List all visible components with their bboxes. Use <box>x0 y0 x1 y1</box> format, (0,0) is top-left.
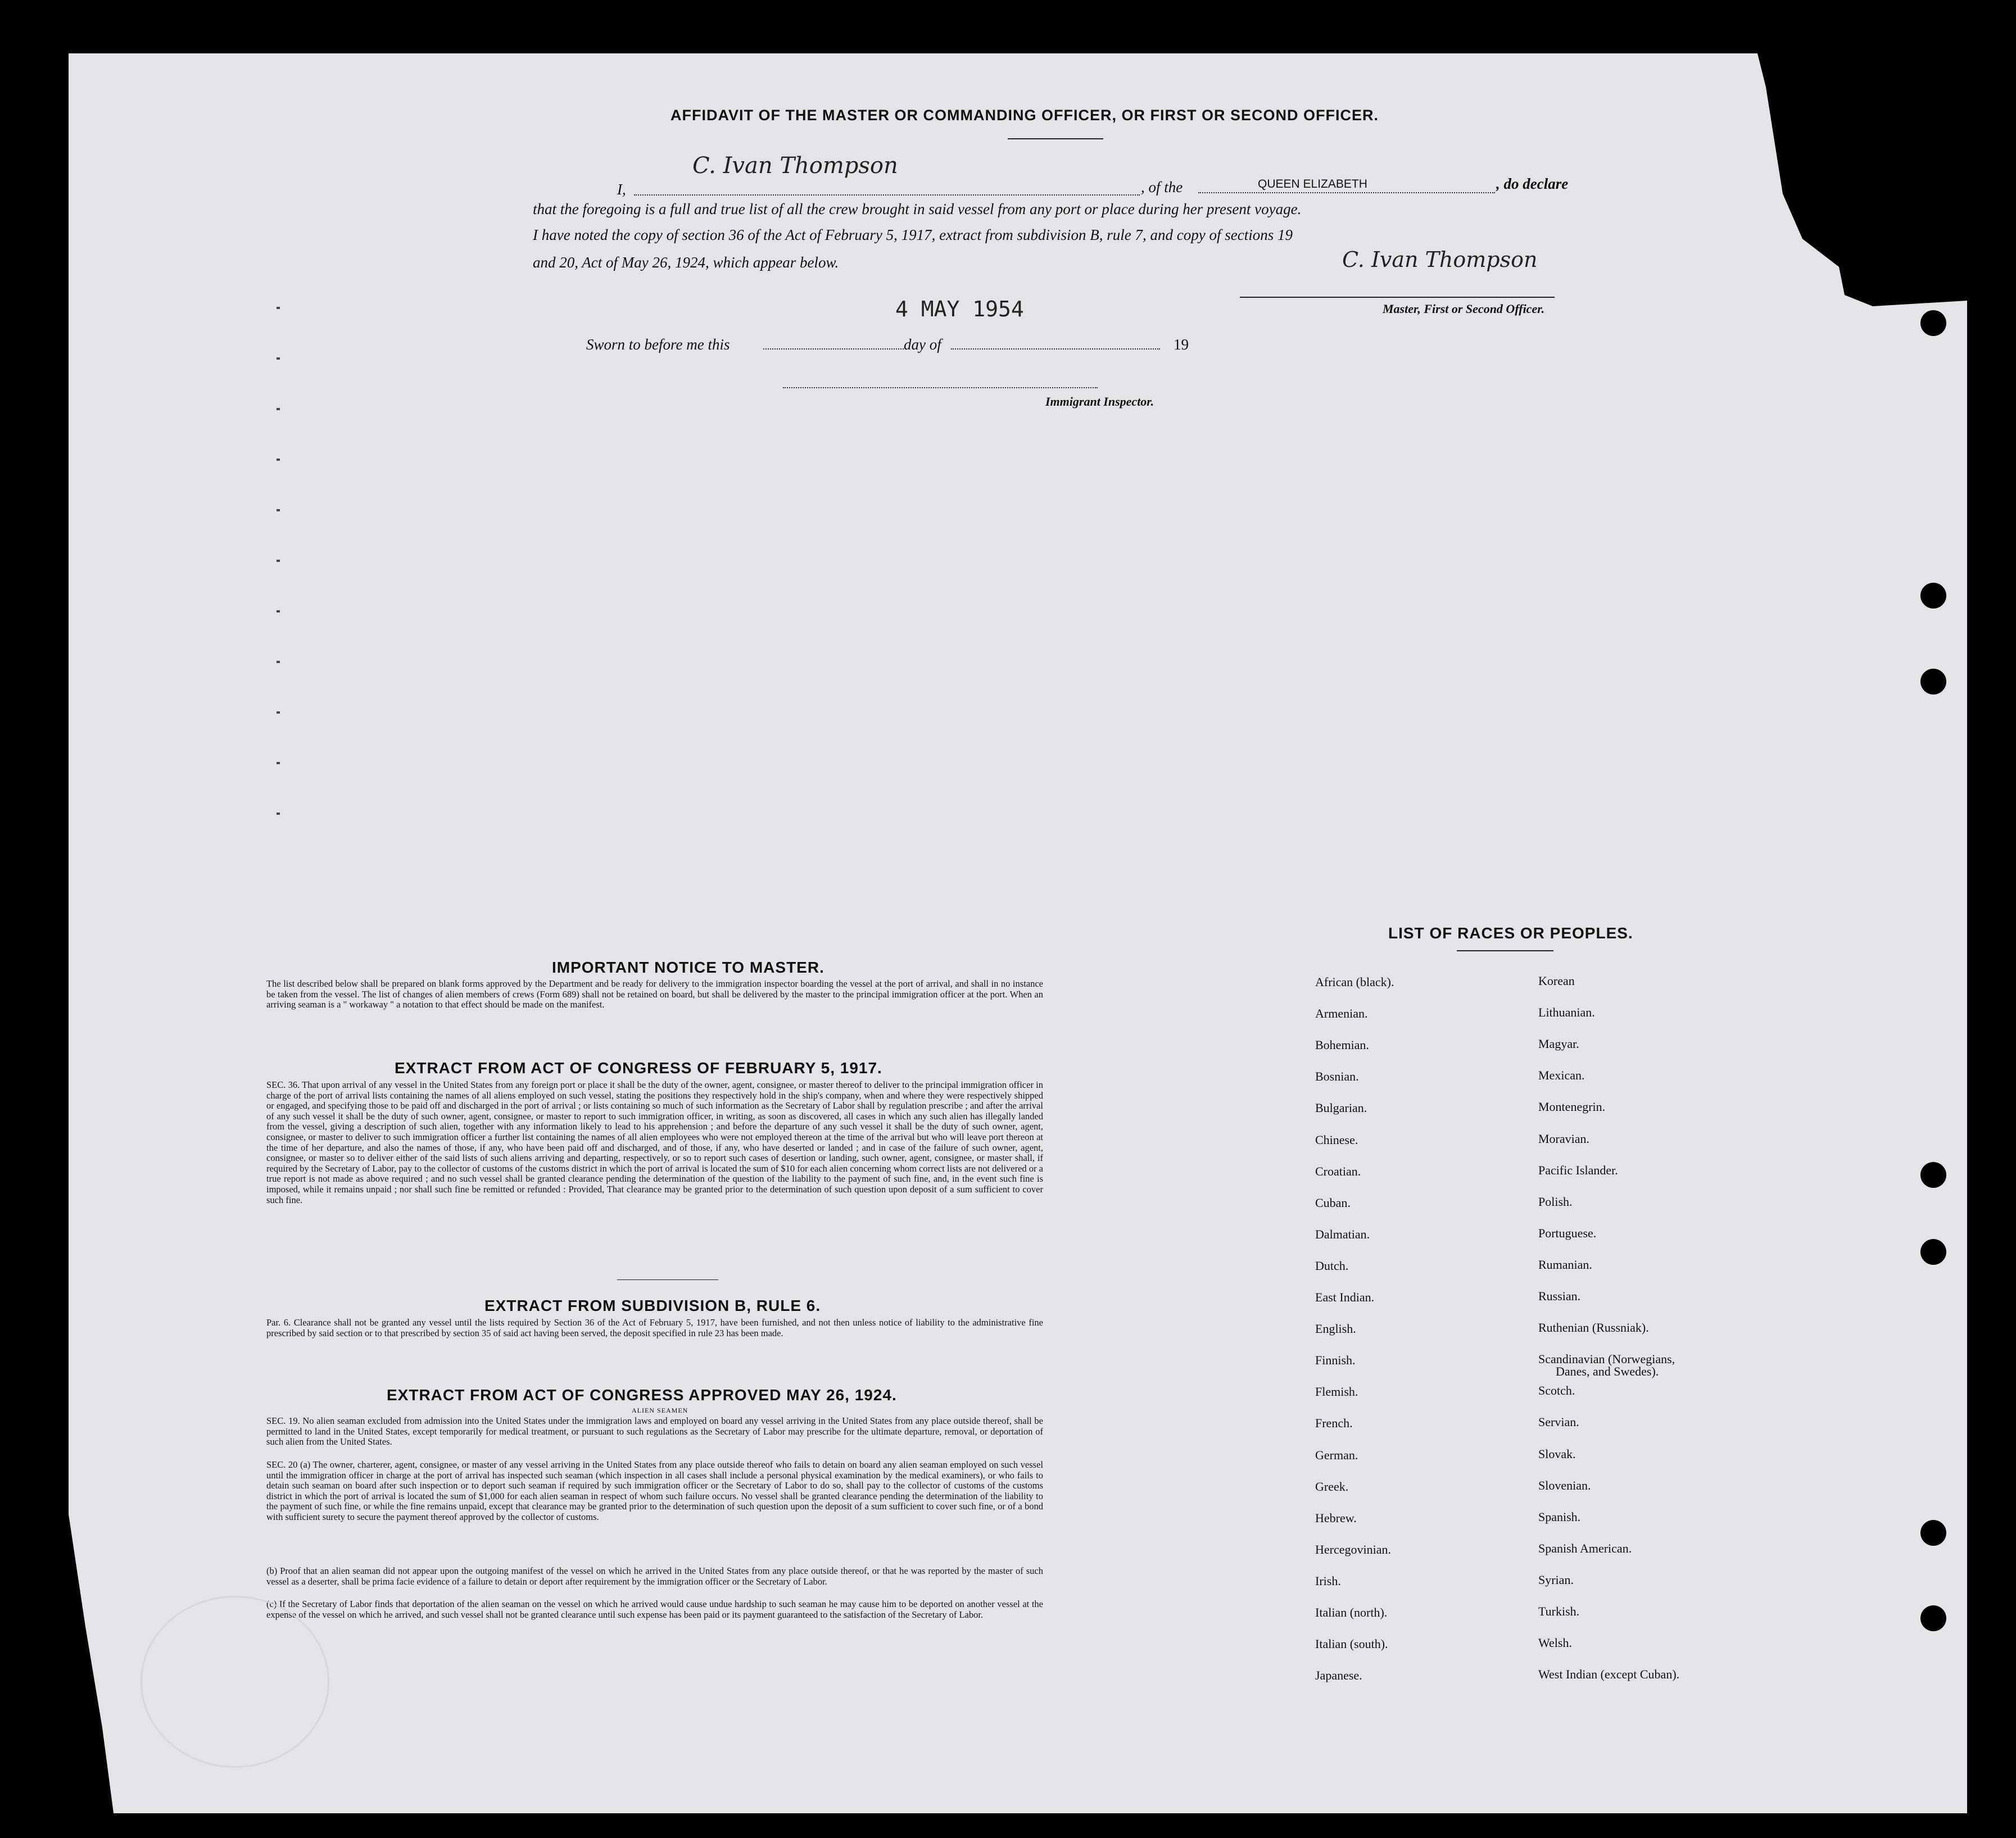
race-item: Greek. <box>1315 1479 1349 1494</box>
sworn-month-line <box>951 348 1160 350</box>
race-item: French. <box>1315 1416 1353 1431</box>
extract-1917-text: SEC. 36. That upon arrival of any vessel in the United States from any foreign port or place it shall be the duty of the owner, agent, consignee, or master thereof to deliver to the principal immigration officer in charge of the port of arrival lists containing the names of all aliens employed on such vessel, stating the positions they respectively hold in the ship's company, when and where they were respectively shipped or engaged, and specifying those to be paid off and discharged in the port of arrival ; or lists containing so much of such information as the Secretary of Labor shall by regulation prescribe ; and after the arrival of any such vessel it shall be the duty of such owner, agent, consignee, or master to report to such immigration officer, in writing, as soon as discovered, all cases in which any such alien has illegally landed from the vessel, giving a description of such alien, together with any information likely to lead to his apprehension ; and before the departure of any such vessel it shall be the duty of such owner, agent, consignee, or master to deliver to such immigration officer a further list containing the names of all alien employees who were not employed thereon at the time of the arrival but who will leave port thereon at the time of her departure, and also the names of those, if any, who have been paid off and discharged, and of those, if any, who have deserted or landed ; and in case of the failure of such owner, agent, consignee, or master so to deliver either of the said lists of such aliens arriving and departing, respectively, or so to report such cases of desertion or landing, such owner, agent, consignee, or master shall, if required by the Secretary of Labor, pay to the collector of customs of the customs district in which the port of arrival is located the sum of $10 for each alien concerning whom correct lists are not delivered or a true report is not made as above required ; and no such vessel shall be granted clearance pending the determination of the question of the liability to the payment of such fine, and, in the event such fine is imposed, while it remains unpaid ; nor shall such fine be remitted or refunded : Provided, That clearance may be granted prior to the determination of such question upon deposit of a sum sufficient to cover such fine. <box>266 1079 1043 1205</box>
affidavit-line-2: I have noted the copy of section 36 of the Act of February 5, 1917, extract from subdivision B, rule 7, and copy of sections 19 <box>533 226 1293 243</box>
race-item: Scotch. <box>1538 1383 1575 1398</box>
alien-seamen-subtitle: ALIEN SEAMEN <box>632 1406 688 1414</box>
inspector-line <box>783 387 1098 388</box>
race-item: Croatian. <box>1315 1164 1361 1178</box>
sec-20a-text: SEC. 20 (a) The owner, charterer, agent, consignee, or master of any vessel arriving in the United States from any place outside thereof who fails to detain on board any alien seaman employed on such vessel until the immigration officer in charge at the port of arrival has inspected such seaman (which inspection in all cases shall include a personal physical examination by the medical examiners), or who fails to detain such seaman on board after such inspection or to deport such seaman if required by such immigration officer or the Secretary of Labor to do so, shall pay to the collector of customs of the customs district in which the port of arrival is located the sum of $1,000 for each alien seaman in respect of whom such failure occurs. No vessel shall be granted clearance pending the determination of the liability to the payment of such fine, or while the fine remains unpaid, except that clearance may be granted prior to the determination of such question upon the deposit of a sum sufficient to cover such fine, or of a bond with sufficient surety to secure the payment thereof approved by the collector of customs. <box>266 1459 1043 1522</box>
sec-19-text: SEC. 19. No alien seaman excluded from admission into the United States under the immigration laws and employed on board any vessel arriving in the United States from any place outside thereof, shall be permitted to land in the United States, except temporarily for medical treatment, or pursuant to such regulations as the Secretary of Labor may prescribe for the ultimate departure, removal, or deportation of such alien from the United States. <box>266 1415 1043 1447</box>
race-item: Mexican. <box>1538 1068 1585 1083</box>
affidavit-title: AFFIDAVIT OF THE MASTER OR COMMANDING OFFICER, OR FIRST OR SECOND OFFICER. <box>671 107 1379 124</box>
affidavit-line-3: and 20, Act of May 26, 1924, which appear below. <box>533 254 839 271</box>
punch-hole <box>1920 310 1946 336</box>
race-item: Italian (south). <box>1315 1637 1388 1651</box>
race-item: Magyar. <box>1538 1037 1579 1051</box>
punch-hole <box>1920 669 1946 695</box>
race-item: Lithuanian. <box>1538 1005 1595 1020</box>
race-item: Ruthenian (Russniak). <box>1538 1320 1649 1335</box>
affidavit-line-1: that the foregoing is a full and true list of all the crew brought in said vessel from any port or place during her present voyage. <box>533 201 1302 217</box>
master-caption: Master, First or Second Officer. <box>1383 302 1545 316</box>
sec-20c-text: (c) If the Secretary of Labor finds that deportation of the alien seaman on the vessel on which he arrived would cause undue hardship to such seaman he may cause him to be deported on another vessel at the expense of the vessel on which he arrived, and such vessel shall not be granted clearance until such expense has been paid or its payment guaranteed to the satisfaction of the Secretary of Labor. <box>266 1599 1043 1620</box>
race-item: Flemish. <box>1315 1385 1358 1399</box>
inspector-caption: Immigrant Inspector. <box>1045 394 1154 409</box>
race-item: Russian. <box>1538 1289 1581 1303</box>
race-item: Irish. <box>1315 1573 1341 1588</box>
race-item: Japanese. <box>1315 1668 1362 1683</box>
section-divider <box>617 1279 718 1280</box>
year-prefix: 19 <box>1174 336 1189 353</box>
race-item: German. <box>1315 1447 1358 1462</box>
race-item: West Indian (except Cuban). <box>1538 1667 1680 1682</box>
sworn-text: Sworn to before me this <box>586 336 730 353</box>
race-item: East Indian. <box>1315 1290 1375 1304</box>
punch-hole <box>1920 1605 1946 1631</box>
race-item: Montenegrin. <box>1538 1100 1606 1114</box>
race-item: Finnish. <box>1315 1353 1356 1368</box>
race-scandinavian-cont: Danes, and Swedes). <box>1556 1364 1659 1378</box>
race-item: Slovak. <box>1538 1446 1576 1461</box>
race-item: Portuguese. <box>1538 1226 1597 1240</box>
day-of-label: day of <box>904 336 941 353</box>
race-item: Cuban. <box>1315 1195 1351 1210</box>
do-declare-label: , do declare <box>1496 175 1569 192</box>
subdivision-b-title: EXTRACT FROM SUBDIVISION B, RULE 6. <box>484 1297 821 1314</box>
punch-hole <box>1920 583 1946 609</box>
race-item: Pacific Islander. <box>1538 1163 1618 1177</box>
extract-1924-title: EXTRACT FROM ACT OF CONGRESS APPROVED MAY 26, 1924. <box>387 1386 897 1404</box>
master-signature: C. Ivan Thompson <box>1342 247 1538 272</box>
notice-text: The list described below shall be prepared on blank forms approved by the Department and be ready for delivery to the immigration inspector boarding the vessel at the port of arrival, and shall in no instance be taken from the vessel. The list of changes of alien members of crews (Form 689) shall not be retained on board, but shall be delivered by the master to the principal immigration officer at the port. When an arriving seaman is a " workaway " a notation to that effect should be made on the manifest. <box>266 978 1043 1010</box>
race-item: Italian (north). <box>1315 1605 1388 1619</box>
i-prefix: I, <box>617 181 626 198</box>
race-item: Turkish. <box>1538 1604 1580 1618</box>
name-line <box>634 194 1140 196</box>
race-item: Rumanian. <box>1538 1257 1592 1272</box>
race-item: Welsh. <box>1538 1636 1572 1650</box>
extract-1917-title: EXTRACT FROM ACT OF CONGRESS OF FEBRUARY 5, 1917. <box>395 1059 882 1077</box>
race-item: Hebrew. <box>1315 1510 1357 1525</box>
race-item: Dutch. <box>1315 1258 1349 1273</box>
notice-title: IMPORTANT NOTICE TO MASTER. <box>552 959 824 976</box>
ship-name: QUEEN ELIZABETH <box>1258 178 1367 190</box>
race-item: Servian. <box>1538 1415 1579 1429</box>
date-stamp: 4 MAY 1954 <box>895 297 1024 321</box>
subdivision-b-text: Par. 6. Clearance shall not be granted any vessel until the lists required by Section 36 of the Act of February 5, 1917, have been furnished, and not then unless notice of liability to the administrative fine prescribed by said section or to that prescribed by section 35 of said act having been served, the deposit specified in rule 23 has been made. <box>266 1317 1043 1338</box>
officer-signature: C. Ivan Thompson <box>692 153 898 179</box>
race-item: Bohemian. <box>1315 1038 1369 1052</box>
race-item: Polish. <box>1538 1194 1573 1209</box>
sec-20b-text: (b) Proof that an alien seaman did not appear upon the outgoing manifest of the vessel on which he arrived in the United States from any place outside thereof, or that he was reported by the master of such vessel as a deserter, shall be prima facie evidence of a failure to detain or deport after requirement by the immigration officer or the Secretary of Labor. <box>266 1565 1043 1587</box>
punch-hole <box>1920 1520 1946 1546</box>
of-the-label: , of the <box>1141 179 1183 196</box>
races-title: LIST OF RACES OR PEOPLES. <box>1388 924 1633 942</box>
race-item: Bosnian. <box>1315 1069 1359 1084</box>
race-item: English. <box>1315 1322 1356 1336</box>
title-underline <box>1008 138 1103 139</box>
race-item: Spanish American. <box>1538 1541 1632 1555</box>
race-item: Korean <box>1538 974 1575 988</box>
race-item: Syrian. <box>1538 1572 1574 1587</box>
race-item: Slovenian. <box>1538 1478 1591 1492</box>
punch-hole <box>1920 1162 1946 1188</box>
race-item: Bulgarian. <box>1315 1101 1367 1115</box>
race-item: Spanish. <box>1538 1509 1581 1524</box>
punch-hole <box>1920 1239 1946 1265</box>
race-item: Hercegovinian. <box>1315 1542 1391 1556</box>
race-item: Armenian. <box>1315 1006 1368 1021</box>
race-item: Moravian. <box>1538 1131 1590 1146</box>
embossed-seal <box>141 1596 329 1768</box>
ship-line <box>1198 192 1495 193</box>
race-item: Chinese. <box>1315 1132 1358 1147</box>
race-item: Scandinavian (Norwegians, <box>1538 1352 1675 1367</box>
race-item: African (black). <box>1315 975 1394 989</box>
margin-marks <box>277 258 280 820</box>
signature-line <box>1240 297 1555 298</box>
race-item: Dalmatian. <box>1315 1227 1370 1241</box>
sworn-day-line <box>763 348 904 350</box>
races-underline <box>1457 950 1553 951</box>
